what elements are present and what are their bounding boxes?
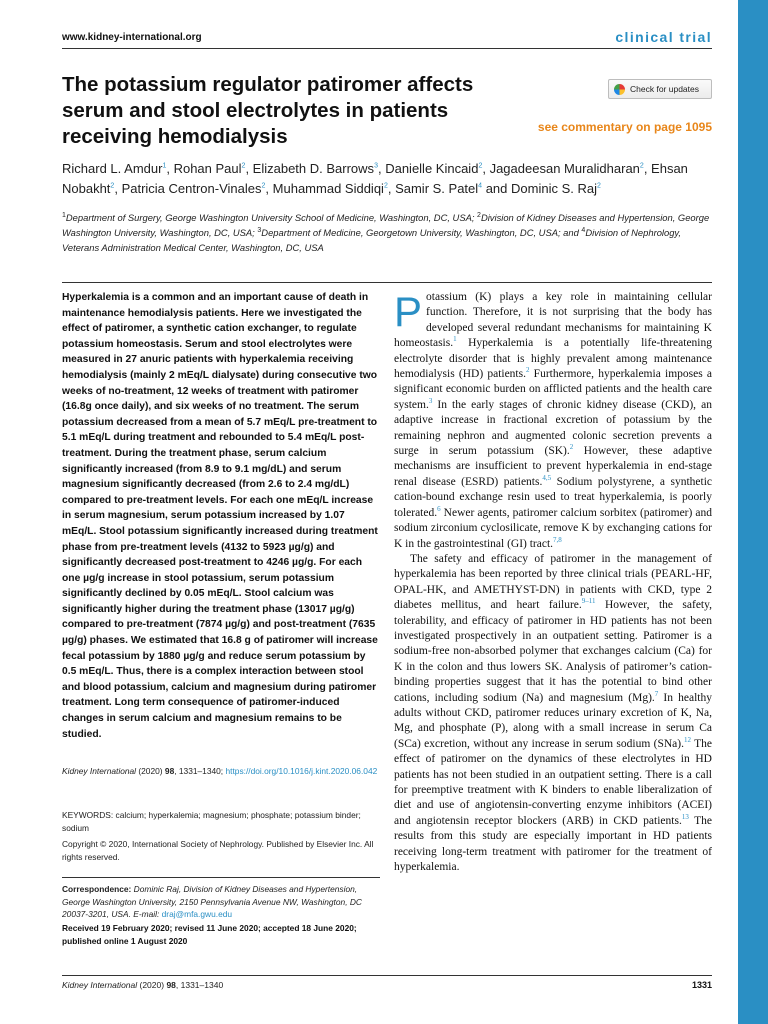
doi-link[interactable]: https://doi.org/10.1016/j.kint.2020.06.042 — [225, 766, 378, 776]
abstract: Hyperkalemia is a common and an important cause of death in maintenance hemodialysis patients. Here we investigated the effect of patiromer, a synthetic cation exchanger, to regulate potassium homeostasis. Serum and stool electrolytes were measured in 27 anuric patients with hyperkalemia receiving hemodialysis (mainly 2 mEq/L dialysate) during consecutive two weeks of no-treatment, 12 weeks of treatment with patiromer (16.8g once daily), and six weeks of no treatment. The serum potassium decreased from a mean of 5.7 mEq/L pre-treatment to 5.1 mEq/L during treatment and rebounded to 5.4 mEq/L post-treatment. During the treatment phase, serum calcium significantly increased (from 8.9 to 9.1 mg/dL) and serum magnesium significantly decreased (from 2.6 to 2.4 mg/dL) compared to pre-treatment levels. For each one mEq/L increase in serum magnesium, serum potassium increased by 1.07 mEq/L. Stool potassium significantly increased during treatment phase from pre-treatment levels (4132 to 5923 µg/g) and significantly decreased post-treatment to 4246 µg/g. For each one µg/g increase in stool potassium, serum potassium significantly declined by 0.05 mEq/L. Stool calcium was significantly higher during the treatment phase (13017 µg/g) compared to pre-treatment (7874 µg/g) and post-treatment (7635 µg/g) phases. We estimated that 16.8 g of patiromer will increase fecal potassium by 1880 µg/g and reduce serum potassium by 0.5 mEq/L. Thus, there is a complex interaction between stool and blood potassium, calcium and magnesium during patiromer treatment. Long term consequence of patiromer-induced changes in serum calcium and magnesium remains to be studied. — [62, 292, 378, 740]
check-for-updates-button[interactable] — [608, 79, 712, 99]
correspondence-label: Correspondence: — [62, 884, 132, 894]
section-label: clinical trial — [615, 29, 712, 45]
reference-citation: 1 — [453, 335, 457, 344]
body-paragraph-1 — [394, 290, 712, 552]
reference-citation: 4,5 — [542, 474, 552, 483]
footer-pages: , 1331–1340 — [175, 980, 224, 990]
author-name: Patricia Centron-Vinales — [121, 181, 262, 196]
body-text-run: Hyperkalemia is a potentially life-threatening electrolyte disorder that is highly prevalent among maintenance hemodialysis (HD) patients. — [394, 337, 712, 381]
abstract-top-rule — [62, 282, 712, 283]
body-text-run: In healthy adults without CKD, patiromer reduces urinary excretion of K, Na, Mg, and phosphate (P), along with a small increase in serum Ca (SCa) excretion, without any increase in serum sodium (SNa). — [394, 691, 712, 750]
reference-citation: 2 — [525, 366, 530, 375]
citation-journal: Kidney International — [62, 766, 137, 776]
citation-volume: 98 — [164, 766, 175, 776]
body-text-run: In the early stages of chronic kidney disease (CKD), an adaptive increase in fractional excretion of potassium by the remaining nephron and augmented colonic secretion prevents a surge in serum potassium (SK). — [394, 398, 712, 458]
footer-volume: 98 — [166, 980, 176, 990]
author-affiliation-number: 2 — [478, 162, 483, 170]
article-title: The potassium regulator patiromer affects serum and stool electrolytes in patients receiving hemodialysis — [62, 73, 474, 148]
footer-journal-name: Kidney International — [62, 980, 138, 990]
citation-pages: , 1331–1340; — [174, 766, 226, 776]
body-text-run: Sodium polystyrene, a synthetic cation-bound exchange resin used to treat hyperkalemia, is poorly tolerated. — [394, 475, 712, 519]
body-text-run: Newer agents, patiromer calcium sorbitex (patiromer) and sodium zirconium cyclosilicate, remove K by exchanging cations for K in the gastrointestinal (GI) tract. — [394, 506, 712, 550]
correspondence — [62, 883, 380, 921]
header-rule — [62, 48, 712, 49]
affiliation-text: Department of Medicine, Georgetown University, Washington, DC, USA; and — [261, 227, 582, 238]
body-text-run: Furthermore, hyperkalemia imposes a significant economic burden on afflicted patients and the health care system. — [394, 368, 712, 411]
footer-rule — [62, 975, 712, 976]
page-number: 1331 — [691, 980, 712, 990]
author-name: Richard L. Amdur — [62, 161, 163, 176]
author-name: Muhammad Siddiqi — [272, 181, 384, 196]
author-name: Samir S. Patel — [395, 181, 479, 196]
affiliation-number: 1 — [62, 211, 66, 219]
affiliation-number: 4 — [581, 226, 586, 234]
body-paragraph-2 — [394, 552, 712, 876]
author-affiliation-number: 2 — [383, 182, 388, 190]
crossmark-icon — [614, 84, 625, 95]
author-affiliation-number: 2 — [241, 162, 246, 170]
citation — [62, 765, 380, 778]
affiliation-number: 3 — [257, 226, 262, 234]
citation-year: (2020) — [136, 766, 165, 776]
author-affiliation-number: 2 — [261, 182, 266, 190]
reference-citation: 3 — [428, 397, 433, 406]
author-affiliation-number: 4 — [478, 182, 483, 190]
author-affiliation-number: 2 — [639, 162, 644, 170]
author-affiliation-number: 3 — [374, 162, 378, 170]
author-name: Dominic S. Raj — [511, 181, 597, 196]
body-text-run: The effect of patiromer on the dynamics of these electrolytes in HD patients has not been studied in an outpatient setting. There is a call for preemptive treatment with K binders to enable liberalization of diet and use of angiotensin-converting enzyme inhibitors (ACEI) and angiotensin receptor blockers (ARB) in CKD patients. — [394, 737, 713, 827]
footer-citation — [62, 980, 223, 990]
correspondence-text: Dominic Raj, Division of Kidney Diseases and Hypertension, George Washington University, 2150 Pennsylvania Avenue NW, Washington, DC 20037-3201, USA. E-mail: — [62, 884, 362, 919]
drop-cap: P — [394, 288, 423, 335]
author-affiliation-number: 2 — [596, 182, 601, 190]
author-name: Danielle Kincaid — [385, 161, 479, 176]
affiliation-text: Department of Surgery, George Washington University School of Medicine, Washington, DC, USA; — [65, 212, 478, 223]
reference-citation: 9–11 — [581, 597, 596, 606]
author-name: Ehsan Nobakht — [62, 161, 688, 196]
author-name: Jagadeesan Muralidharan — [489, 161, 640, 176]
body-text-run: otassium (K) plays a key role in maintaining cellular function. Therefore, it is not surprising that the body has developed several redundant mechanisms for maintaining K homeostasis. — [394, 291, 712, 350]
affiliations — [62, 210, 712, 255]
correspondence-rule — [62, 877, 380, 878]
author-name: Elizabeth D. Barrows — [252, 161, 375, 176]
body-text-run: However, the safety, tolerability, and efficacy of patiromer in HD patients has not been investigated prospectively in an outpatient setting. Patiromer is a sodium-free non-absorbed polymer that exchanges calcium (Ca) for K in the colon and thus lowers SK. Analysis of patiromer’s cation-binding properties suggest that it has the potential to bind other cations, including sodium (Na) and magnesium (Mg). — [394, 599, 712, 704]
affiliation-number: 2 — [477, 211, 481, 219]
introduction-body — [394, 290, 712, 875]
reference-citation: 2 — [569, 443, 574, 452]
reference-citation: 6 — [437, 504, 441, 513]
journal-website-link[interactable]: www.kidney-international.org — [62, 32, 202, 43]
footer-year: (2020) — [137, 980, 167, 990]
author-affiliation-number: 2 — [110, 182, 115, 190]
reference-citation: 7,8 — [553, 535, 562, 544]
article-dates: Received 19 February 2020; revised 11 June 2020; accepted 18 June 2020; published online 1 August 2020 — [62, 923, 357, 946]
affiliation-text: Division of Kidney Diseases and Hypertension, George Washington University, Washington, DC, USA; — [62, 212, 710, 238]
journal-color-bar — [738, 0, 768, 1024]
copyright: Copyright © 2020, International Society of Nephrology. Published by Elsevier Inc. All rights reserved. — [62, 839, 374, 862]
reference-citation: 12 — [683, 735, 691, 744]
body-text-run: However, these adaptive mechanisms are insufficient to prevent hyperkalemia in end-stage renal disease (ESRD) patients. — [394, 445, 712, 488]
body-text-run: The safety and efficacy of patiromer in the management of hyperkalemia has been reported by three clinical trials (PEARL-HF, OPAL-HK, and AMETHYST-DN) in patients with CKD, type 2 diabetes mellitus, and heart failure. — [394, 552, 712, 612]
commentary-link[interactable]: see commentary on page 1095 — [537, 120, 712, 134]
author-list: Richard L. Amdur$^1$, Rohan Paul$^2$, Elizabeth D. Barrows$^3$, Danielle Kincaid$^2$, Jagadeesan Muralidharan$^2$, Ehsan Nobakht$^2$, Patricia Centron-Vinales$^2$, Muhammad Siddiqi$^2$, Samir S. Patel$^4$ and Dominic S. Raj$^2$ — [62, 161, 688, 196]
author-name: Rohan Paul — [173, 161, 242, 176]
affiliation-text: Division of Nephrology, Veterans Administration Medical Center, Washington, DC, USA — [62, 227, 682, 253]
body-text-run: The results from this study are especially important in HD patients receiving long-term treatment with patiromer for the treatment of hyperkalemia. — [394, 814, 712, 874]
reference-citation: 7 — [654, 689, 659, 698]
author-affiliation-number: 1 — [162, 162, 167, 170]
keywords: KEYWORDS: calcium; hyperkalemia; magnesium; phosphate; potassium binder; sodium — [62, 810, 361, 833]
reference-citation: 13 — [681, 812, 689, 821]
check-for-updates-label: Check for updates — [630, 84, 699, 94]
email-link[interactable]: draj@mfa.gwu.edu — [161, 909, 233, 919]
